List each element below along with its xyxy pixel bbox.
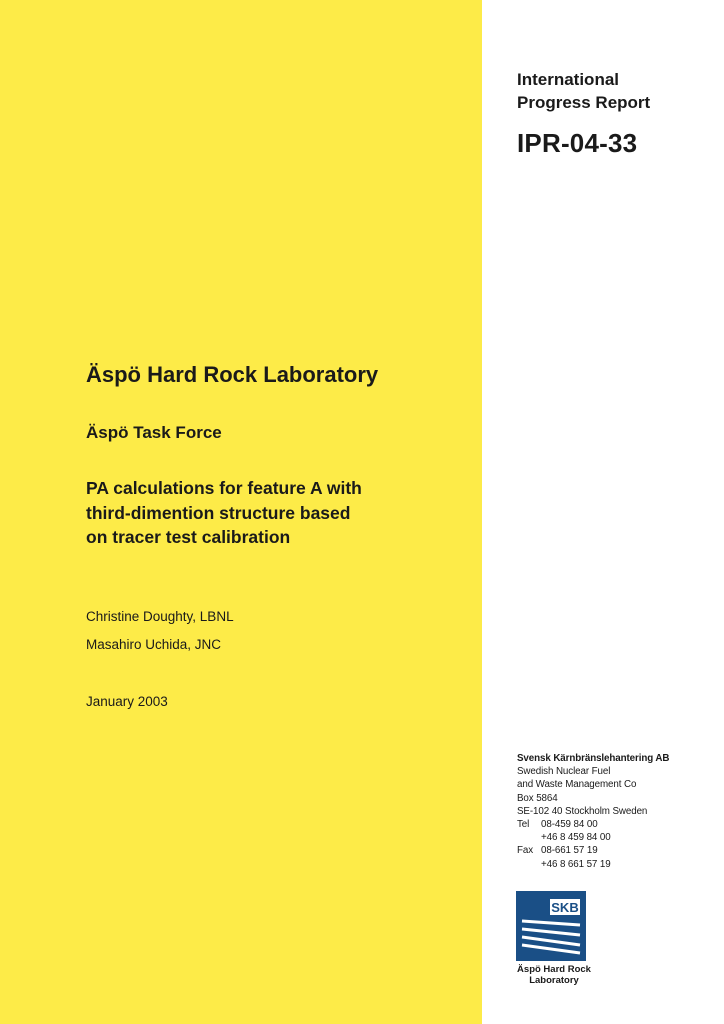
publisher-city: SE-102 40 Stockholm Sweden <box>517 805 648 817</box>
author-1: Christine Doughty, LBNL <box>86 609 234 624</box>
skb-logo <box>516 891 586 961</box>
series-line-1: International <box>517 70 620 89</box>
publication-date: January 2003 <box>86 694 168 709</box>
tel-number-1: 08-459 84 00 <box>541 819 598 831</box>
author-2: Masahiro Uchida, JNC <box>86 637 222 652</box>
tel-row <box>517 818 669 831</box>
tel-label: Tel <box>517 819 530 831</box>
tel-row-2 <box>517 831 669 844</box>
report-series <box>517 68 650 114</box>
logo-caption-line-2: Laboratory <box>529 975 579 986</box>
fax-row <box>517 844 669 857</box>
logo-caption <box>514 964 594 986</box>
publisher-box: Box 5864 <box>517 792 558 804</box>
logo-text: SKB <box>551 900 579 915</box>
title-line-2: third-dimention structure based <box>86 502 351 523</box>
fax-number-1: 08-661 57 19 <box>541 845 598 857</box>
fax-number-2: +46 8 661 57 19 <box>541 858 611 870</box>
main-title: Äspö Hard Rock Laboratory <box>86 362 379 387</box>
logo-caption-line-1: Äspö Hard Rock <box>517 964 591 975</box>
publisher-address <box>517 752 669 871</box>
fax-label: Fax <box>517 845 534 857</box>
publisher-company: Svensk Kärnbränslehantering AB <box>517 753 670 764</box>
series-line-2: Progress Report <box>517 93 651 112</box>
publisher-line-2: and Waste Management Co <box>517 779 637 791</box>
publisher-line-1: Swedish Nuclear Fuel <box>517 766 611 778</box>
document-title <box>86 476 446 550</box>
title-line-1: PA calculations for feature A with <box>86 478 362 498</box>
title-line-3: on tracer test calibration <box>86 527 291 547</box>
subtitle: Äspö Task Force <box>86 423 222 442</box>
report-number: IPR-04-33 <box>517 128 638 158</box>
tel-number-2: +46 8 459 84 00 <box>541 832 611 844</box>
fax-row-2 <box>517 858 669 871</box>
